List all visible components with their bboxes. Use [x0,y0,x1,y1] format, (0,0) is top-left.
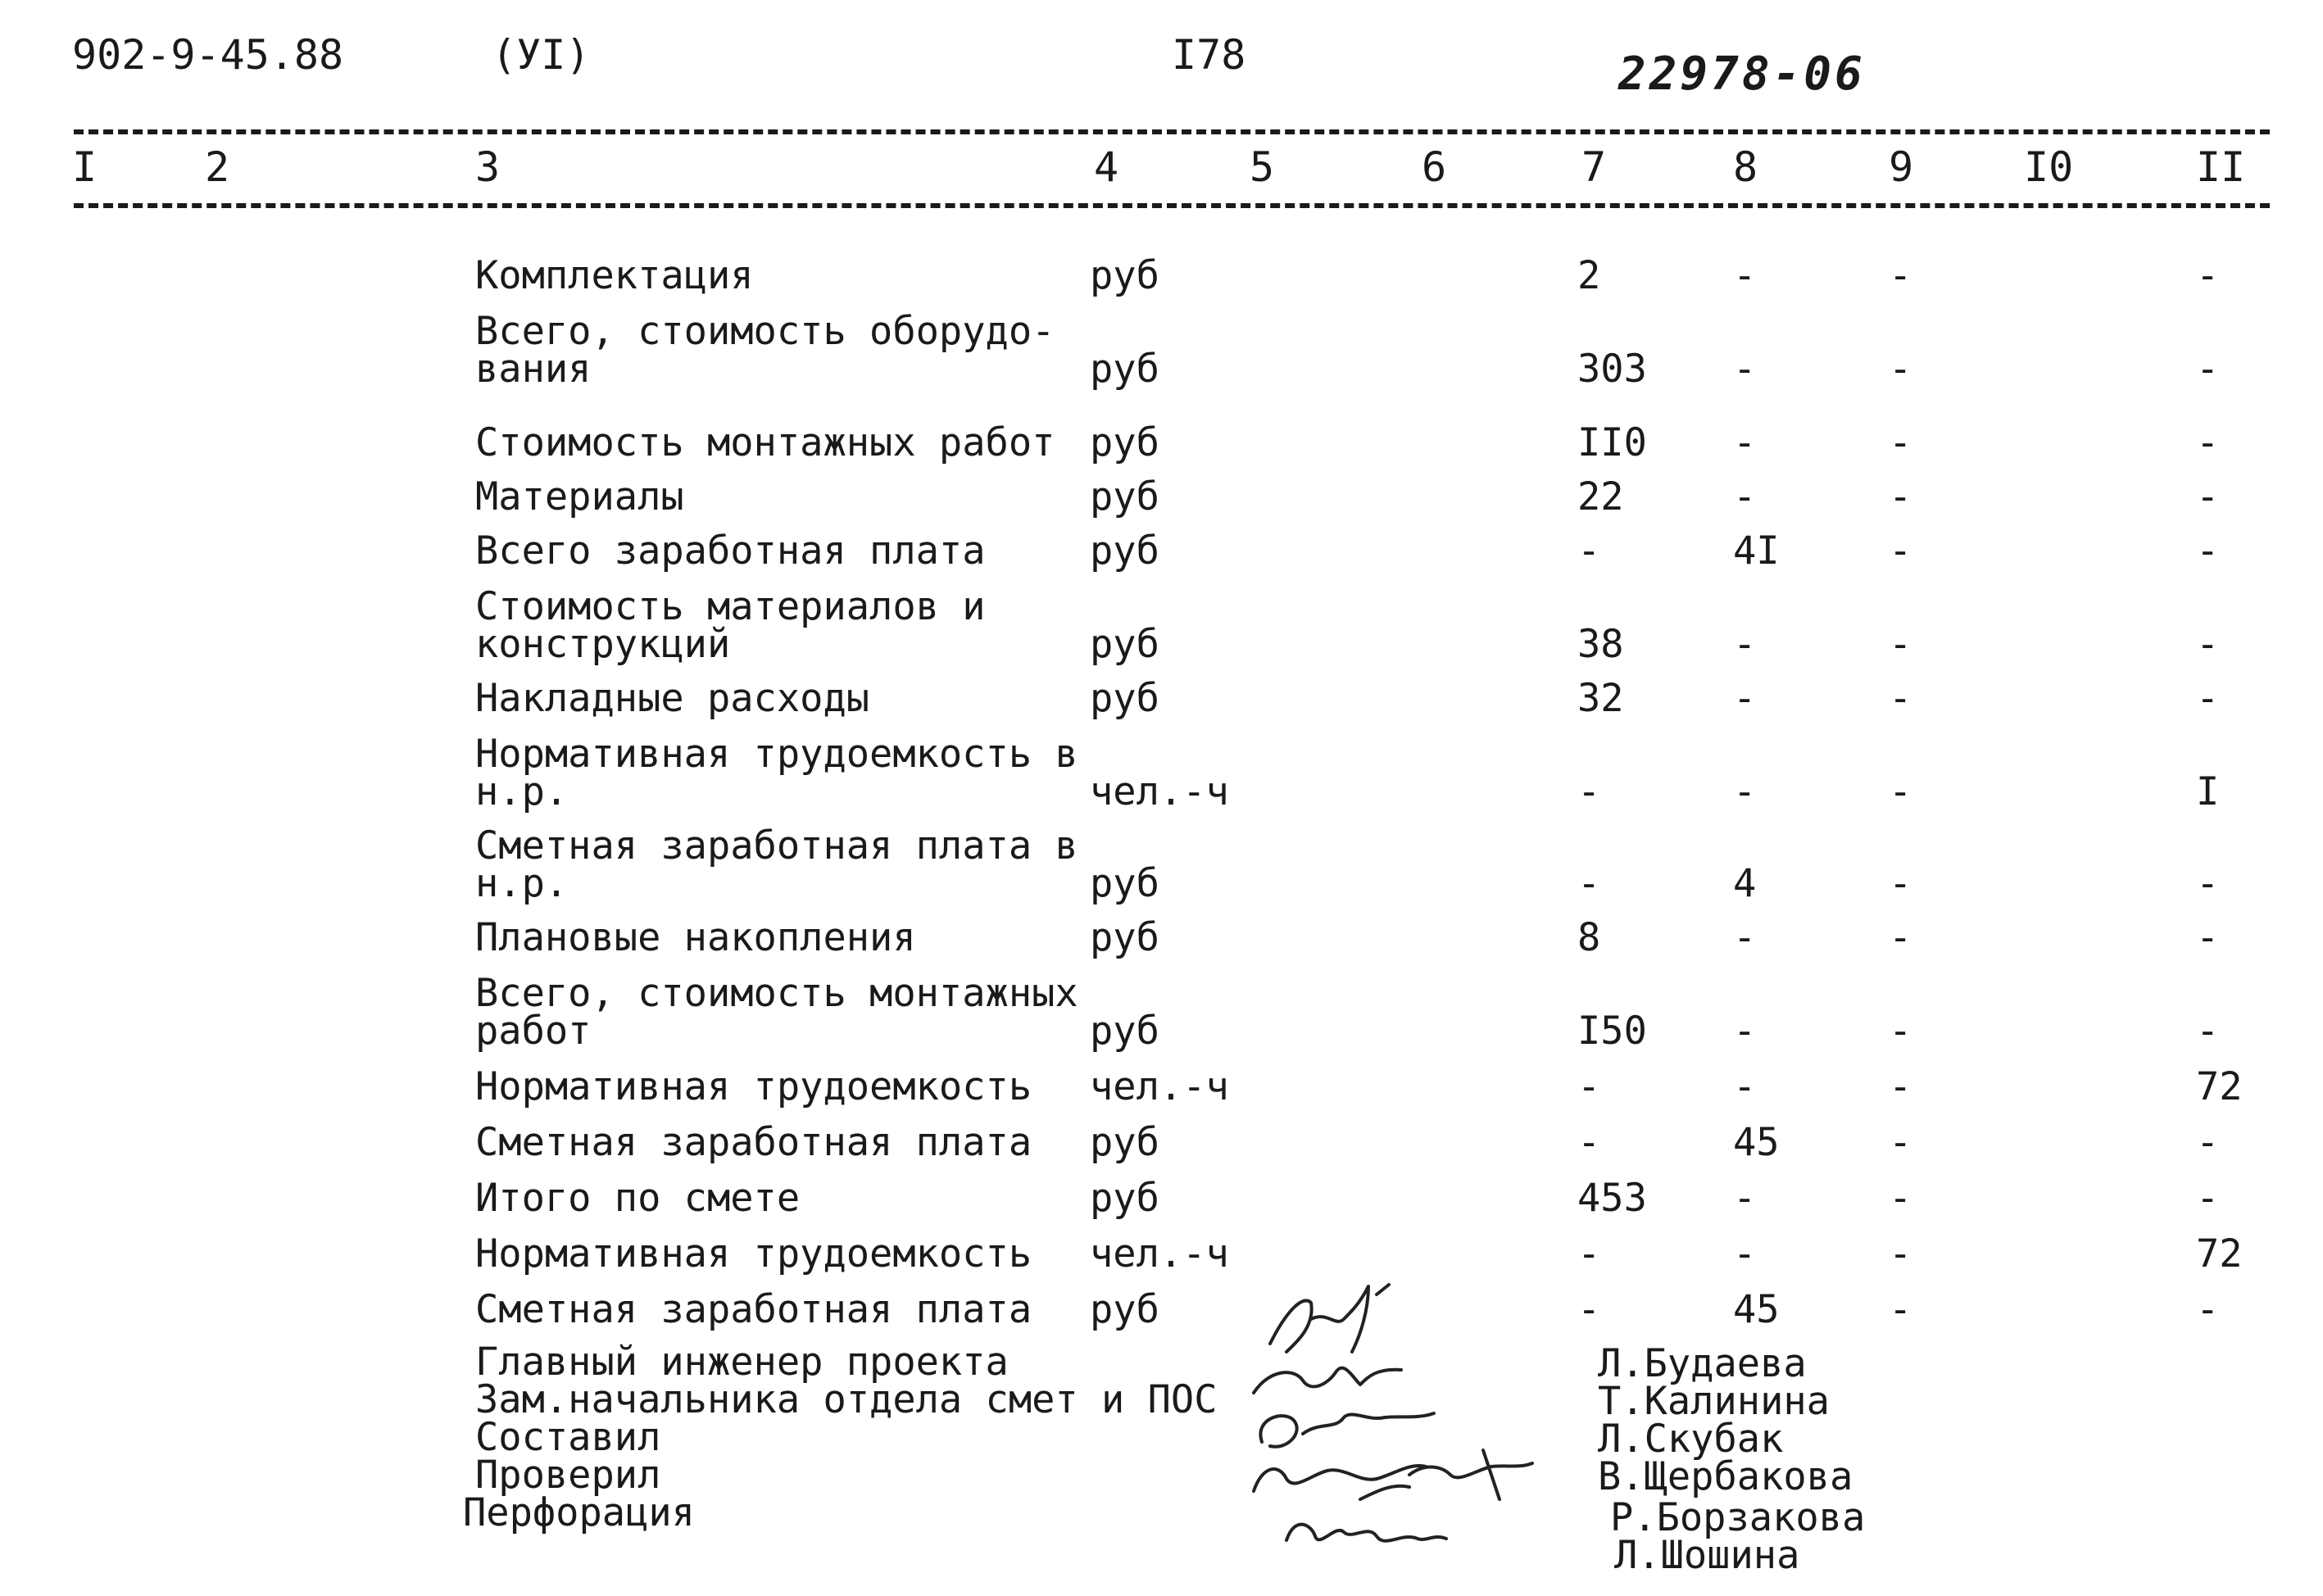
row-unit: чел.-ч [1090,1231,1229,1276]
row-col7: 22 [1577,474,1624,519]
signatory-role: Перфорация [463,1490,695,1535]
row-unit: руб [1090,915,1159,960]
row-unit: руб [1090,253,1159,298]
row-col7: 8 [1577,915,1601,960]
column-number: 9 [1889,143,1914,191]
column-number: 6 [1422,143,1447,191]
signatory-name: Л.Скубак [1598,1417,1784,1462]
row-description: Комплектация [475,253,754,298]
row-col11: - [2196,347,2220,392]
row-col11: - [2196,420,2220,465]
row-description: Сметная заработная плата [475,1287,1032,1332]
row-col9: - [1889,861,1912,906]
row-description: Всего, стоимость оборудо-вания [475,309,1055,392]
row-col11: - [2196,1120,2220,1165]
row-col8: - [1733,676,1757,721]
row-col11: - [2196,253,2220,298]
volume-label: (УI) [492,31,591,79]
row-col8: 45 [1733,1287,1780,1332]
row-col11: - [2196,861,2220,906]
row-col11: - [2196,622,2220,667]
row-col11: - [2196,915,2220,960]
row-col9: - [1889,1287,1912,1332]
column-number: 8 [1733,143,1758,191]
row-col8: - [1733,915,1757,960]
row-description: Нормативная трудоемкость [475,1064,1032,1109]
row-col11: 72 [2196,1231,2243,1276]
row-col9: - [1889,622,1912,667]
row-description: Нормативная трудоемкость в н.р. [475,732,1078,814]
row-col9: - [1889,1064,1912,1109]
row-col8: 4I [1733,528,1780,574]
column-number: 4 [1094,143,1119,191]
row-col8: - [1733,1064,1757,1109]
row-col7: - [1577,861,1601,906]
row-col8: - [1733,622,1757,667]
row-description: Накладные расходы [475,676,870,721]
row-col9: - [1889,420,1912,465]
signatory-name: Т.Калинина [1598,1379,1830,1424]
row-col9: - [1889,474,1912,519]
column-number: I0 [2024,143,2074,191]
signatory-name: Л.Будаева [1598,1341,1807,1386]
row-unit: руб [1090,420,1159,465]
signatory-role: Зам.начальника отдела смет и ПОС [475,1377,1218,1422]
row-col8: - [1733,253,1757,298]
handwritten-signatures [1237,1278,1549,1581]
row-unit: руб [1090,528,1159,574]
row-col8: - [1733,420,1757,465]
row-col7: 453 [1577,1176,1647,1221]
row-col7: - [1577,1120,1601,1165]
row-col11: - [2196,1176,2220,1221]
row-col11: - [2196,474,2220,519]
row-col8: - [1733,347,1757,392]
row-unit: руб [1090,676,1159,721]
row-col7: - [1577,769,1601,814]
row-description: Материалы [475,474,684,519]
row-col8: - [1733,474,1757,519]
row-col9: - [1889,528,1912,574]
row-col9: - [1889,253,1912,298]
row-col7: - [1577,1287,1601,1332]
row-description: Всего, стоимость монтажных работ [475,971,1078,1054]
row-col9: - [1889,1120,1912,1165]
row-col8: 4 [1733,861,1757,906]
row-unit: руб [1090,861,1159,906]
header-rule-top [74,129,2270,134]
column-number: 2 [205,143,230,191]
row-description: Сметная заработная плата [475,1120,1032,1165]
row-col8: - [1733,1009,1757,1054]
row-col11: - [2196,1009,2220,1054]
signatory-name: Р.Борзакова [1610,1495,1866,1540]
row-col9: - [1889,676,1912,721]
row-col7: - [1577,1064,1601,1109]
row-col11: - [2196,676,2220,721]
row-col8: - [1733,1176,1757,1221]
row-col9: - [1889,915,1912,960]
row-col9: - [1889,1176,1912,1221]
signatory-role: Главный инженер проекта [475,1340,1009,1385]
document-number: 902-9-45.88 [72,31,344,79]
row-col7: - [1577,528,1601,574]
row-unit: руб [1090,474,1159,519]
signatory-name: В.Щербакова [1598,1454,1853,1499]
row-unit: чел.-ч [1090,1064,1229,1109]
row-description: Итого по смете [475,1176,801,1221]
row-unit: руб [1090,622,1159,667]
row-col11: - [2196,1287,2220,1332]
row-description: Стоимость монтажных работ [475,420,1055,465]
row-col7: 32 [1577,676,1624,721]
row-unit: руб [1090,1009,1159,1054]
row-col7: - [1577,1231,1601,1276]
row-col11: I [2196,769,2220,814]
row-unit: руб [1090,347,1159,392]
column-number: 3 [475,143,501,191]
row-col8: - [1733,1231,1757,1276]
page-number: I78 [1172,31,1246,79]
row-col11: - [2196,528,2220,574]
row-col7: 38 [1577,622,1624,667]
column-number: 5 [1250,143,1275,191]
signatory-role: Проверил [475,1453,661,1498]
row-unit: руб [1090,1287,1159,1332]
row-col9: - [1889,1231,1912,1276]
row-col7: 303 [1577,347,1647,392]
row-unit: руб [1090,1120,1159,1165]
signatory-name: Л.Шошина [1614,1533,1800,1578]
row-description: Всего заработная плата [475,528,986,574]
row-col8: 45 [1733,1120,1780,1165]
row-col9: - [1889,769,1912,814]
row-col7: II0 [1577,420,1647,465]
row-description: Сметная заработная плата в н.р. [475,823,1078,906]
row-col9: - [1889,1009,1912,1054]
row-unit: руб [1090,1176,1159,1221]
column-number: I [72,143,98,191]
header-rule-bottom [74,203,2270,208]
row-col9: - [1889,347,1912,392]
row-col7: 2 [1577,253,1601,298]
row-description: Стоимость материалов и конструкций [475,584,986,667]
row-description: Плановые накопления [475,915,916,960]
signatory-role: Составил [475,1415,661,1460]
column-number: 7 [1581,143,1607,191]
row-col7: I50 [1577,1009,1647,1054]
row-col11: 72 [2196,1064,2243,1109]
column-number: II [2196,143,2246,191]
row-unit: чел.-ч [1090,769,1229,814]
row-col8: - [1733,769,1757,814]
row-description: Нормативная трудоемкость [475,1231,1032,1276]
registration-number: 22978-06 [1618,48,1866,101]
